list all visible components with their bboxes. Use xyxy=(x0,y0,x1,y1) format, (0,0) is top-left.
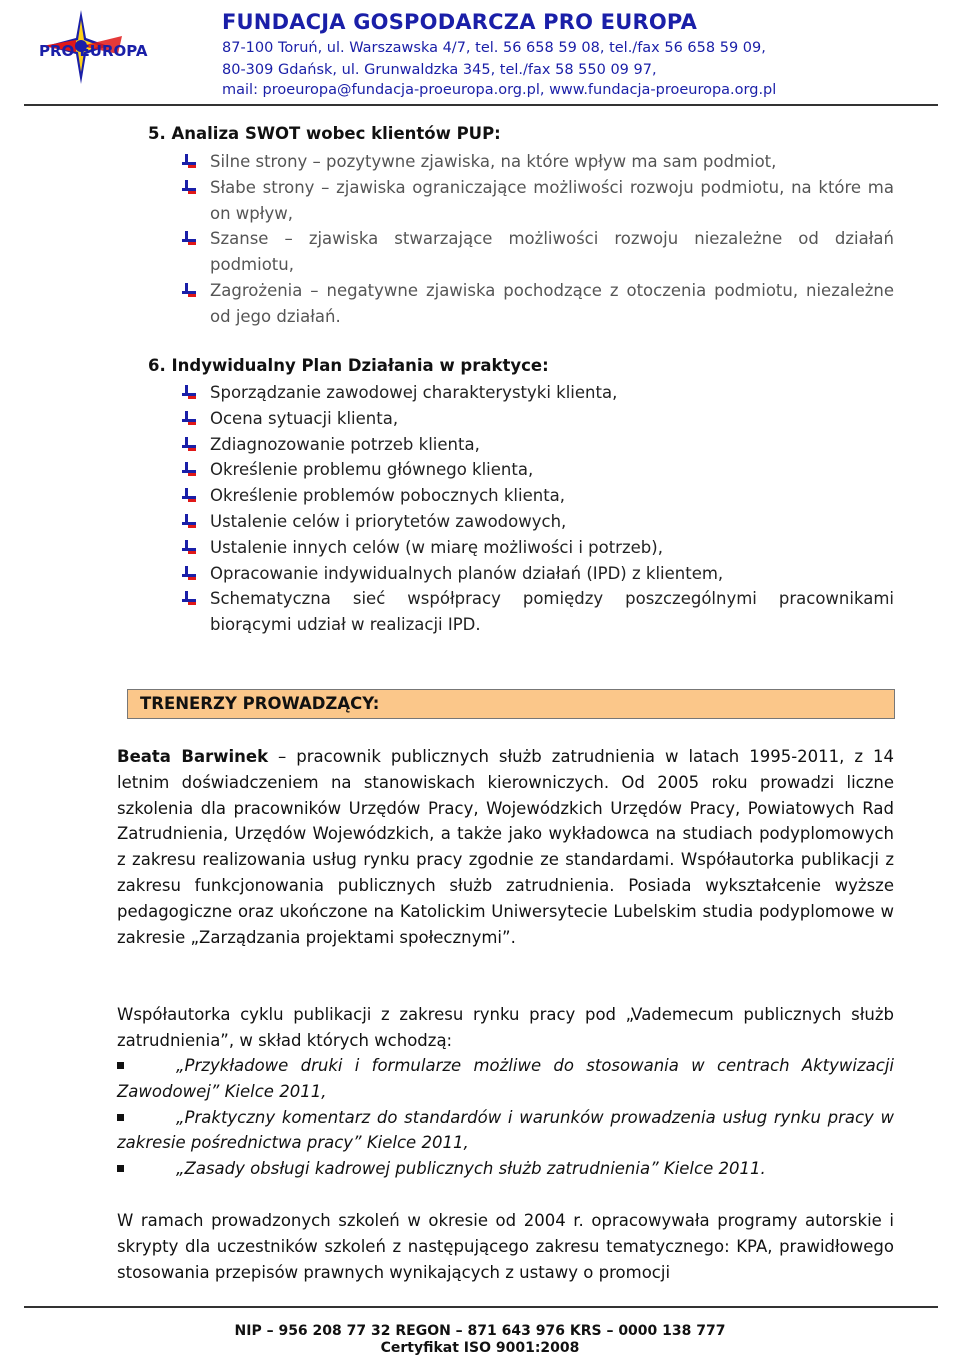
trainers-heading-box xyxy=(127,689,895,719)
arrow-bullet-icon xyxy=(182,461,196,477)
arrow-bullet-icon xyxy=(182,565,196,581)
footer-divider xyxy=(24,1306,938,1308)
list-item: „Zasady obsługi kadrowej publicznych służb zatrudnienia” Kielce 2011. xyxy=(117,1156,894,1182)
list-item: Określenie problemów pobocznych klienta, xyxy=(182,483,894,509)
contact-line: mail: proeuropa@fundacja-proeuropa.org.pl, www.fundacja-proeuropa.org.pl xyxy=(222,82,777,98)
arrow-bullet-icon xyxy=(182,590,196,606)
list-item: „Praktyczny komentarz do standardów i warunków prowadzenia usług rynku pracy w zakresie pośrednictwa pracy” Kielce 2011, xyxy=(117,1107,894,1153)
section-6-title: 6. Indywidualny Plan Działania w praktyce: xyxy=(148,356,549,375)
arrow-bullet-icon xyxy=(182,179,196,195)
list-item: Opracowanie indywidualnych planów działań (IPD) z klientem, xyxy=(182,561,894,587)
arrow-bullet-icon xyxy=(182,230,196,246)
address-torun: 87-100 Toruń, ul. Warszawska 4/7, tel. 56 658 59 08, tel./fax 56 658 59 09, xyxy=(222,40,766,56)
org-name: FUNDACJA GOSPODARCZA PRO EUROPA xyxy=(222,10,698,34)
arrow-bullet-icon xyxy=(182,436,196,452)
list-item: Ustalenie innych celów (w miarę możliwości i potrzeb), xyxy=(182,535,894,561)
footer-certificate: Certyfikat ISO 9001:2008 xyxy=(380,1340,580,1356)
list-item: Szanse – zjawiska stwarzające możliwości rozwoju niezależne od działań podmiotu, xyxy=(182,226,894,278)
address-gdansk: 80-309 Gdańsk, ul. Grunwaldzka 345, tel./fax 58 550 09 97, xyxy=(222,62,657,78)
arrow-bullet-icon xyxy=(182,410,196,426)
section-5-title: 5. Analiza SWOT wobec klientów PUP: xyxy=(148,124,501,143)
foundation-logo xyxy=(36,6,196,102)
header-divider xyxy=(24,104,938,106)
list-item: Słabe strony – zjawiska ograniczające możliwości rozwoju podmiotu, na które ma on wpływ, xyxy=(182,175,894,227)
programs-paragraph: W ramach prowadzonych szkoleń w okresie od 2004 r. opracowywała programy autorskie i skrypty dla uczestników szkoleń z następującego zakresu tematycznego: KPA, prawidłowego stosowania przepisów prawnych wynikających z ustawy o promocji xyxy=(117,1211,894,1282)
logo-text: PRO EUROPA xyxy=(39,42,148,60)
arrow-bullet-icon xyxy=(182,153,196,169)
square-bullet-icon xyxy=(117,1062,124,1069)
trainer-bio xyxy=(117,744,894,950)
list-item: Sporządzanie zawodowej charakterystyki klienta, xyxy=(182,380,894,406)
arrow-bullet-icon xyxy=(182,487,196,503)
trainers-heading: TRENERZY PROWADZĄCY: xyxy=(140,694,380,713)
list-item: Ocena sytuacji klienta, xyxy=(182,406,894,432)
square-bullet-icon xyxy=(117,1114,124,1121)
square-bullet-icon xyxy=(117,1165,124,1172)
trainer-bio-text: – pracownik publicznych służb zatrudnienia w latach 1995-2011, z 14 letnim doświadczeniem na stanowiskach kierowniczych. Od 2005 roku prowadzi liczne szkolenia dla pracowników Urzędów Pracy, Wojewódzkich Urzędów Pracy, Powiatowych Rad Zatrudnienia, Urzędów Wojewódzkich, a także jako wykładowca na studiach podyplomowych z zakresu realizowania usług rynku pracy zgodnie ze standardami. Współautorka publikacji z zakresu funkcjonowania publicznych służb zatrudnienia. Posiada wykształcenie wyższe pedagogiczne oraz ukończone na Katolickim Uniwersytecie Lubelskim studia podyplomowe w zakresie „Zarządzania projektami społecznymi”. xyxy=(117,747,895,947)
list-item: Określenie problemu głównego klienta, xyxy=(182,457,894,483)
footer-registry: NIP – 956 208 77 32 REGON – 871 643 976 KRS – 0000 138 777 xyxy=(234,1323,726,1339)
trainer-name: Beata Barwinek xyxy=(117,747,269,766)
coauthor-intro: Współautorka cyklu publikacji z zakresu rynku pracy pod „Vademecum publicznych służb zatrudnienia”, w skład których wchodzą: xyxy=(117,1005,894,1050)
list-item: Ustalenie celów i priorytetów zawodowych, xyxy=(182,509,894,535)
arrow-bullet-icon xyxy=(182,513,196,529)
arrow-bullet-icon xyxy=(182,539,196,555)
ipd-list xyxy=(182,380,894,638)
arrow-bullet-icon xyxy=(182,384,196,400)
list-item: Zdiagnozowanie potrzeb klienta, xyxy=(182,432,894,458)
arrow-bullet-icon xyxy=(182,282,196,298)
list-item: „Przykładowe druki i formularze możliwe do stosowania w centrach Aktywizacji Zawodowej” Kielce 2011, xyxy=(117,1056,894,1101)
publications-list xyxy=(117,1053,894,1182)
list-item: Zagrożenia – negatywne zjawiska pochodzące z otoczenia podmiotu, niezależne od jego działań. xyxy=(182,278,894,330)
list-item: Schematyczna sieć współpracy pomiędzy poszczególnymi pracownikami biorącymi udział w realizacji IPD. xyxy=(182,586,894,638)
swot-list xyxy=(182,149,894,330)
list-item: Silne strony – pozytywne zjawiska, na które wpływ ma sam podmiot, xyxy=(182,149,894,175)
